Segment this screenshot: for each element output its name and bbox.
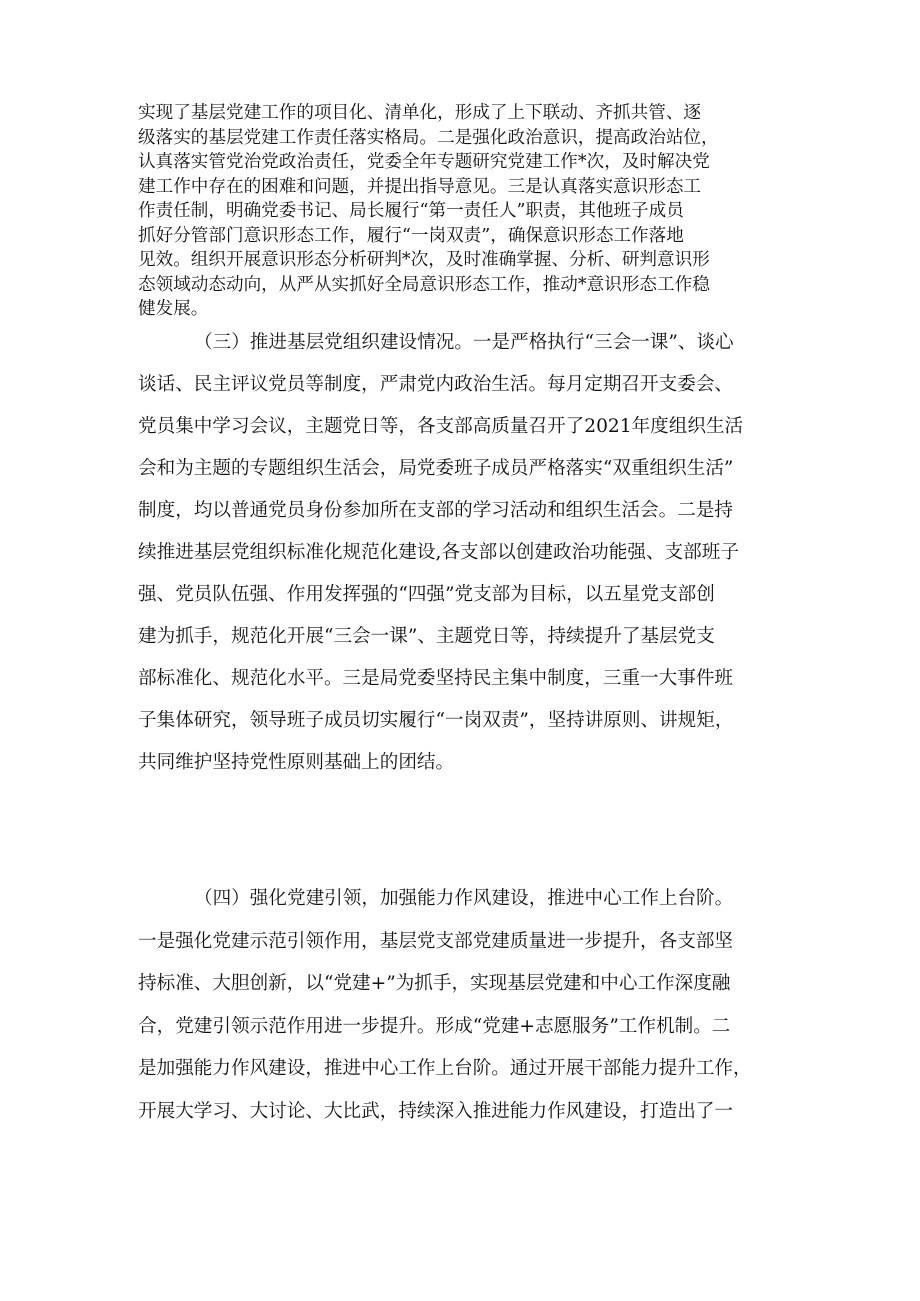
text-line: 会和为主题的专题组织生活会，局党委班子成员严格落实“双重组织生活” bbox=[138, 458, 734, 479]
text-line: （四）强化党建引领，加强能力作风建设，推进中心工作上台阶。 bbox=[194, 888, 734, 909]
text-line: 态领域动态动向，从严从实抓好全局意识形态工作，推动*意识形态工作稳 bbox=[138, 274, 710, 295]
text-line: 是加强能力作风建设，推进中心工作上台阶。通过开展干部能力提升工作， bbox=[138, 1058, 752, 1079]
text-line: 子集体研究，领导班子成员切实履行“一岗双责”，坚持讲原则、讲规矩， bbox=[138, 710, 734, 731]
text-line: 共同维护坚持党性原则基础上的团结。 bbox=[138, 752, 455, 773]
text-line: 强、党员队伍强、作用发挥强的“四强”党支部为目标，以五星党支部创 bbox=[138, 584, 715, 605]
text-line: 一是强化党建示范引领作用，基层党支部党建质量进一步提升，各支部坚 bbox=[138, 930, 734, 952]
text-line: 级落实的基层党建工作责任落实格局。二是强化政治意识，提高政治站位， bbox=[138, 127, 719, 148]
text-line: 建工作中存在的困难和问题，并提出指导意见。三是认真落实意识形态工 bbox=[138, 176, 702, 197]
text-line: 部标准化、规范化水平。三是局党委坚持民主集中制度，三重一大事件班 bbox=[138, 668, 734, 689]
text-line: 开展大学习、大讨论、大比武，持续深入推进能力作风建设，打造出了一 bbox=[138, 1100, 734, 1122]
text-line: 实现了基层党建工作的项目化、清单化，形成了上下联动、齐抓共管、逐 bbox=[138, 103, 702, 123]
text-line: 合，党建引领示范作用进一步提升。形成“党建+志愿服务”工作机制。二 bbox=[138, 1015, 731, 1037]
text-line: 制度，均以普通党员身份参加所在支部的学习活动和组织生活会。二是持 bbox=[138, 500, 734, 521]
text-line: 谈话、民主评议党员等制度，严肃党内政治生活。每月定期召开支委会、 bbox=[138, 374, 734, 395]
paragraph-grassroots-organization bbox=[138, 322, 794, 784]
text-line: 见效。组织开展意识形态分析研判*次，及时准确掌握、分析、研判意识形 bbox=[138, 250, 710, 270]
text-line: 作责任制，明确党委书记、局长履行“第一责任人”职责，其他班子成员 bbox=[138, 201, 684, 221]
paragraph-party-responsibility bbox=[138, 101, 794, 322]
text-line: 抓好分管部门意识形态工作，履行“一岗双责”，确保意识形态工作落地 bbox=[138, 225, 684, 246]
text-line: 认真落实管党治党政治责任，党委全年专题研究党建工作*次，及时解决党 bbox=[138, 152, 710, 172]
paragraph-party-leadership bbox=[138, 878, 794, 1133]
text-line: 建为抓手，规范化开展“三会一课”、主题党日等，持续提升了基层党支 bbox=[138, 626, 715, 647]
text-line: （三）推进基层党组织建设情况。一是严格执行“三会一课”、谈心 bbox=[194, 332, 734, 353]
text-line: 健发展。 bbox=[138, 299, 209, 319]
text-line: 党员集中学习会议，主题党日等，各支部高质量召开了2021年度组织生活 bbox=[138, 416, 744, 437]
text-line: 续推进基层党组织标准化规范化建设,各支部以创建政治功能强、支部班子 bbox=[138, 542, 739, 563]
text-line: 持标准、大胆创新，以“党建+”为抓手，实现基层党建和中心工作深度融 bbox=[138, 973, 731, 994]
